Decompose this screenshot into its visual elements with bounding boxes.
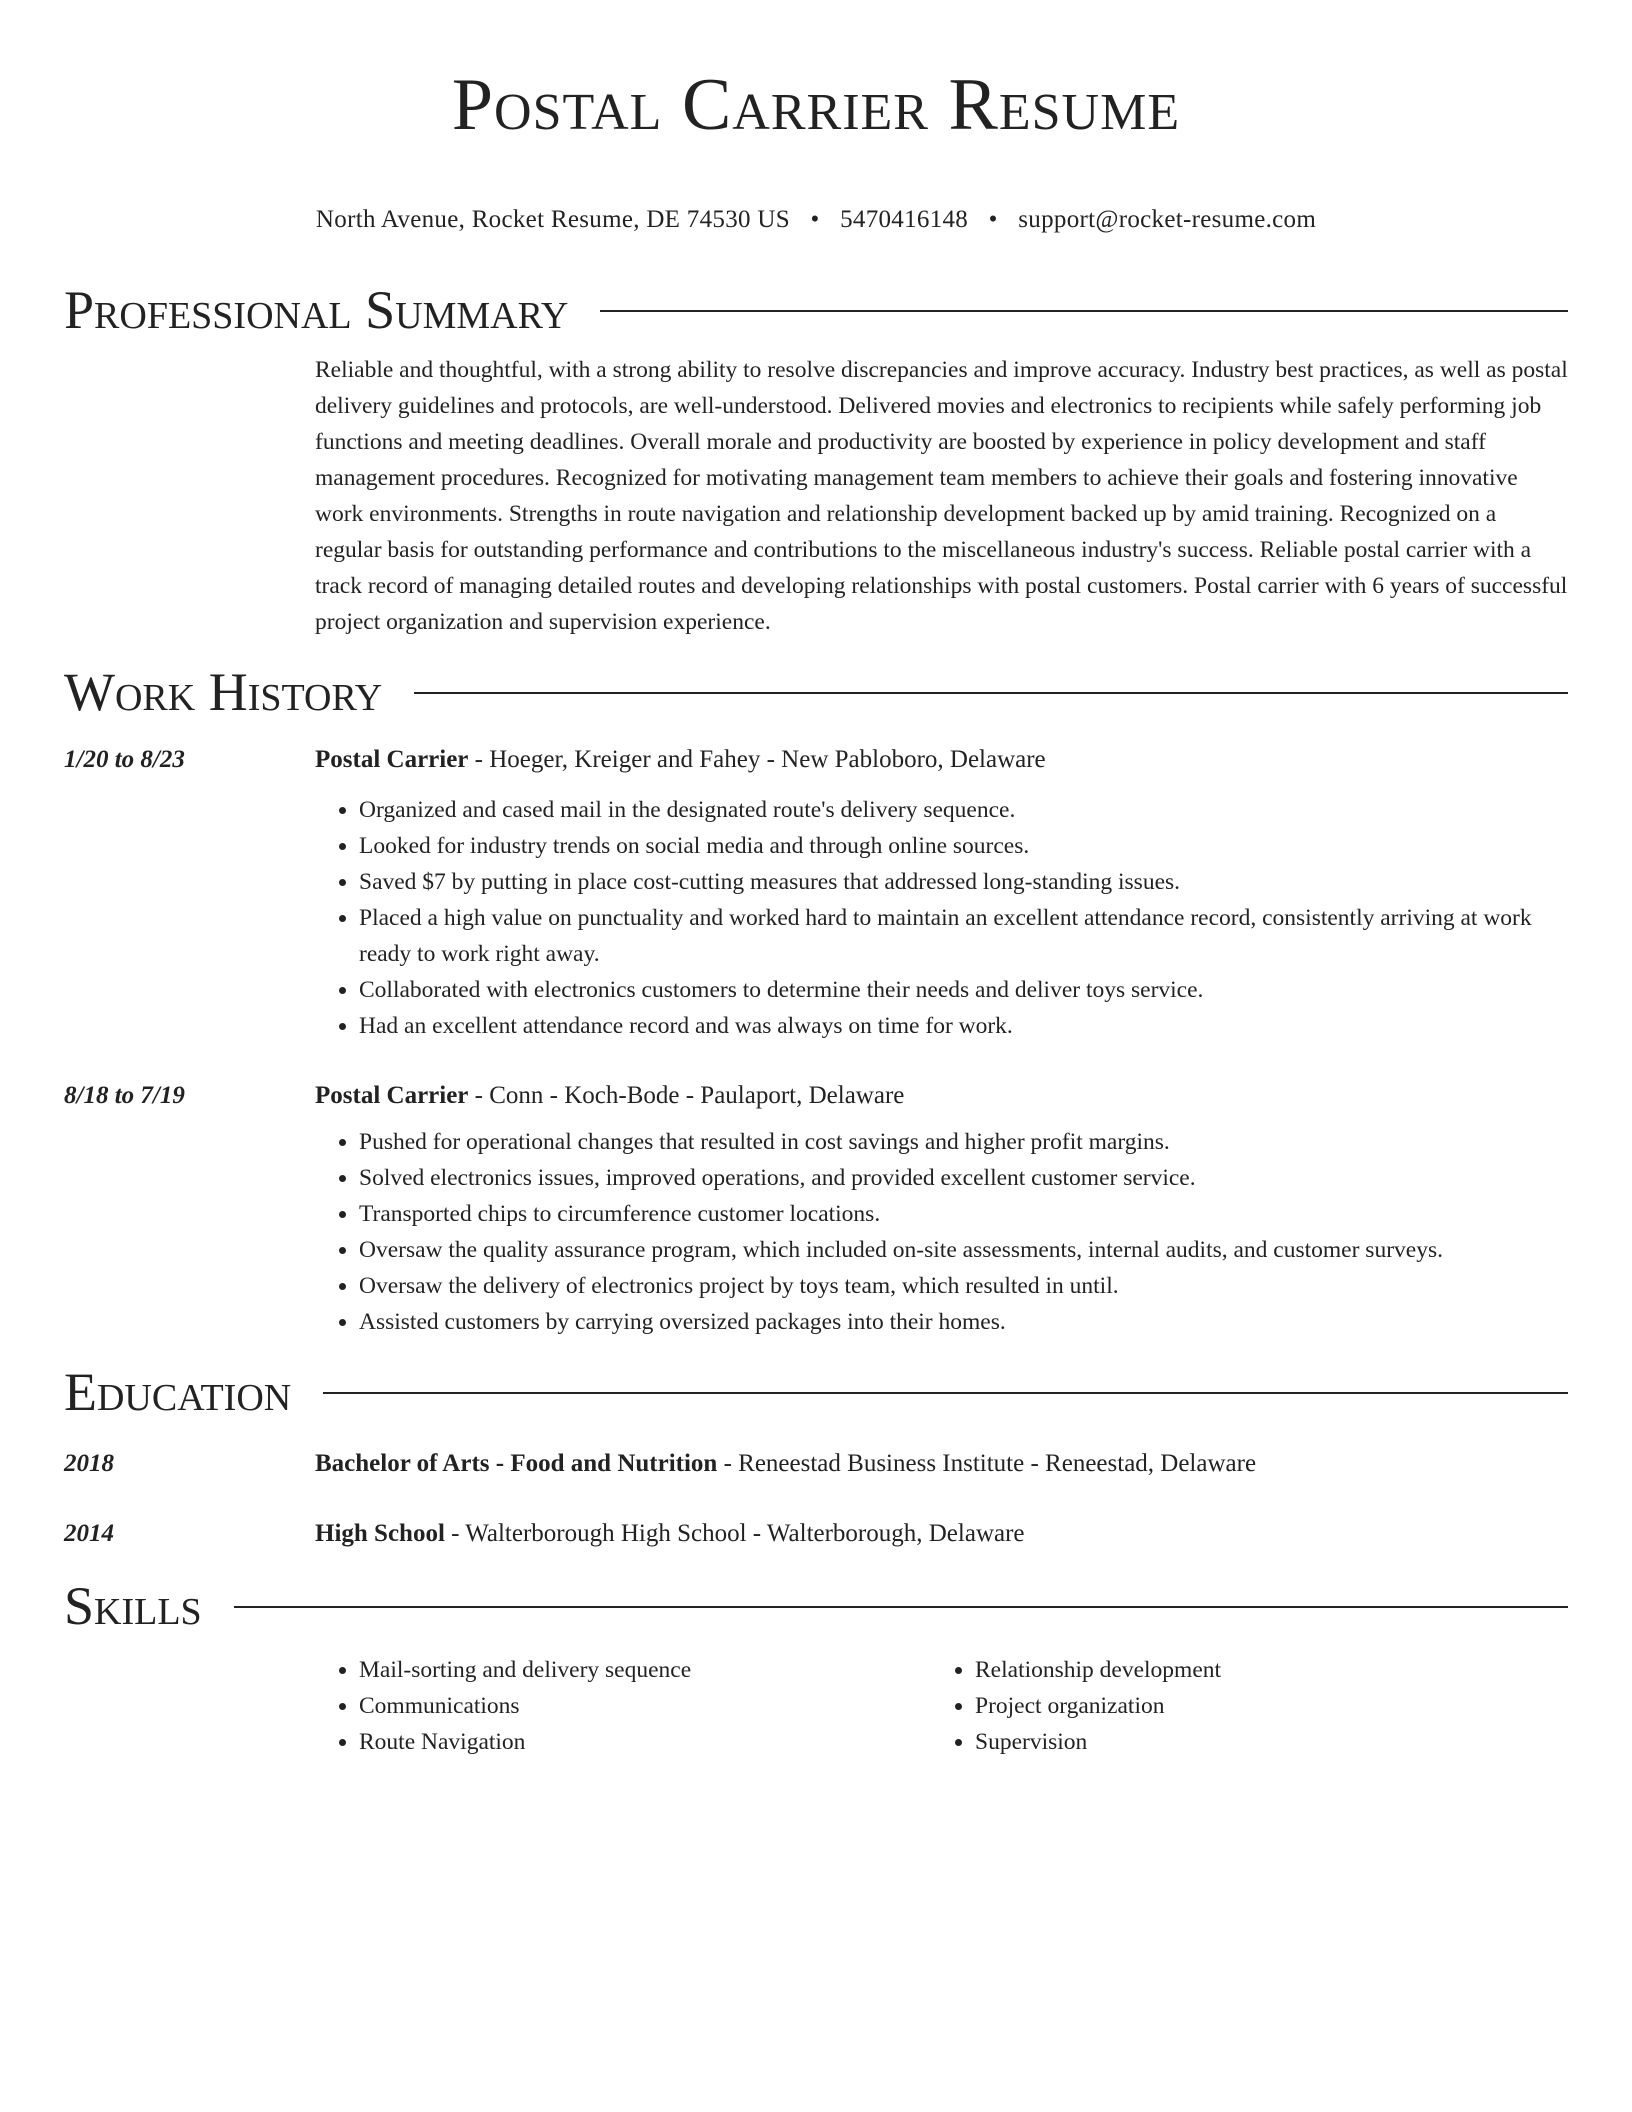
education-line xyxy=(315,1516,1568,1552)
education-entry xyxy=(64,1516,1568,1552)
skills-row xyxy=(64,1638,1568,1760)
education-section-header xyxy=(64,1360,1568,1424)
list-item: • Looked for industry trends on social media and through online sources. xyxy=(359,828,1568,864)
education-line xyxy=(315,1446,1568,1482)
list-item: • Placed a high value on punctuality and worked hard to maintain an excellent attendance record, consistently arriving at work ready to work right away. xyxy=(359,900,1568,972)
education-degree: High School xyxy=(315,1519,445,1547)
list-item: • Saved $7 by putting in place cost-cutting measures that addressed long-standing issues. xyxy=(359,864,1568,900)
section-divider xyxy=(600,310,1568,312)
list-item: • Project organization xyxy=(975,1688,1547,1724)
contact-phone: 5470416148 xyxy=(840,205,969,233)
job-entry xyxy=(64,742,1568,1044)
education-entry xyxy=(64,1446,1568,1482)
summary-section-header xyxy=(64,278,1568,342)
list-item: • Pushed for operational changes that resulted in cost savings and higher profit margins. xyxy=(359,1124,1568,1160)
job-bullets xyxy=(315,1124,1568,1340)
section-title-skills: Skills xyxy=(64,1575,202,1636)
list-item: • Organized and cased mail in the designated route's delivery sequence. xyxy=(359,792,1568,828)
education-school: - Reneestad Business Institute - Reneestad, Delaware xyxy=(717,1449,1257,1477)
skills-section-header xyxy=(64,1574,1568,1638)
job-employer: - Hoeger, Kreiger and Fahey - New Pabloboro, Delaware xyxy=(468,745,1046,773)
education-year: 2014 xyxy=(64,1519,114,1547)
section-title-summary: Professional Summary xyxy=(64,279,569,340)
education-degree: Bachelor of Arts - Food and Nutrition xyxy=(315,1449,718,1477)
summary-text: Reliable and thoughtful, with a strong ability to resolve discrepancies and improve accuracy. Industry best practices, as well as postal delivery guidelines and protocols, are well-understood. Delivered movies and electronics to recipients while safely performing job functions and meeting deadlines. Overall morale and productivity are boosted by experience in policy development and staff management procedures. Recognized for motivating management team members to achieve their goals and fostering innovative work environments. Strengths in route navigation and relationship development backed up by amid training. Recognized on a regular basis for outstanding performance and contributions to the miscellaneous industry's success. Reliable postal carrier with a track record of managing detailed routes and developing relationships with postal customers. Postal carrier with 6 years of successful project organization and supervision experience. xyxy=(315,356,1568,635)
job-title-line xyxy=(315,742,1568,778)
list-item: • Oversaw the delivery of electronics project by toys team, which resulted in until. xyxy=(359,1268,1568,1304)
job-body xyxy=(315,742,1568,1044)
job-dates: 1/20 to 8/23 xyxy=(64,745,185,773)
job-role: Postal Carrier xyxy=(315,745,469,773)
list-item: • Oversaw the quality assurance program, which included on-site assessments, internal audits, and customer surveys. xyxy=(359,1232,1568,1268)
skills-columns xyxy=(315,1652,1568,1760)
job-dates: 8/18 to 7/19 xyxy=(64,1081,185,1109)
work-section-header xyxy=(64,660,1568,724)
resume-page xyxy=(64,0,1568,1760)
job-entry xyxy=(64,1078,1568,1340)
list-item: • Route Navigation xyxy=(359,1724,931,1760)
contact-separator: • xyxy=(988,205,998,233)
job-bullets xyxy=(315,792,1568,1044)
section-divider xyxy=(234,1606,1568,1608)
section-divider xyxy=(323,1392,1568,1394)
contact-email[interactable]: support@rocket-resume.com xyxy=(1018,205,1317,233)
job-title-line xyxy=(315,1078,1568,1114)
section-title-education: Education xyxy=(64,1361,292,1422)
job-role: Postal Carrier xyxy=(315,1081,469,1109)
contact-separator: • xyxy=(810,205,820,233)
list-item: • Communications xyxy=(359,1688,931,1724)
list-item: • Relationship development xyxy=(975,1652,1547,1688)
list-item: • Collaborated with electronics customers to determine their needs and deliver toys service. xyxy=(359,972,1568,1008)
section-divider xyxy=(414,692,1568,694)
list-item: • Solved electronics issues, improved operations, and provided excellent customer service. xyxy=(359,1160,1568,1196)
list-item: • Assisted customers by carrying oversized packages into their homes. xyxy=(359,1304,1568,1340)
list-item: • Had an excellent attendance record and was always on time for work. xyxy=(359,1008,1568,1044)
resume-title: Postal Carrier Resume xyxy=(451,64,1181,146)
summary-spacer xyxy=(64,352,315,640)
skills-list-left xyxy=(315,1652,931,1760)
list-item: • Supervision xyxy=(975,1724,1547,1760)
education-school: - Walterborough High School - Walterborough, Delaware xyxy=(444,1519,1025,1547)
job-body xyxy=(315,1078,1568,1340)
job-employer: - Conn - Koch-Bode - Paulaport, Delaware xyxy=(468,1081,905,1109)
list-item: • Transported chips to circumference customer locations. xyxy=(359,1196,1568,1232)
education-year: 2018 xyxy=(64,1449,114,1477)
list-item: • Mail-sorting and delivery sequence xyxy=(359,1652,931,1688)
contact-address: North Avenue, Rocket Resume, DE 74530 US xyxy=(315,205,790,233)
section-title-work: Work History xyxy=(64,661,383,722)
skills-list-right xyxy=(931,1652,1547,1760)
contact-line xyxy=(64,202,1568,238)
skills-spacer xyxy=(64,1638,315,1760)
summary-row xyxy=(64,352,1568,640)
